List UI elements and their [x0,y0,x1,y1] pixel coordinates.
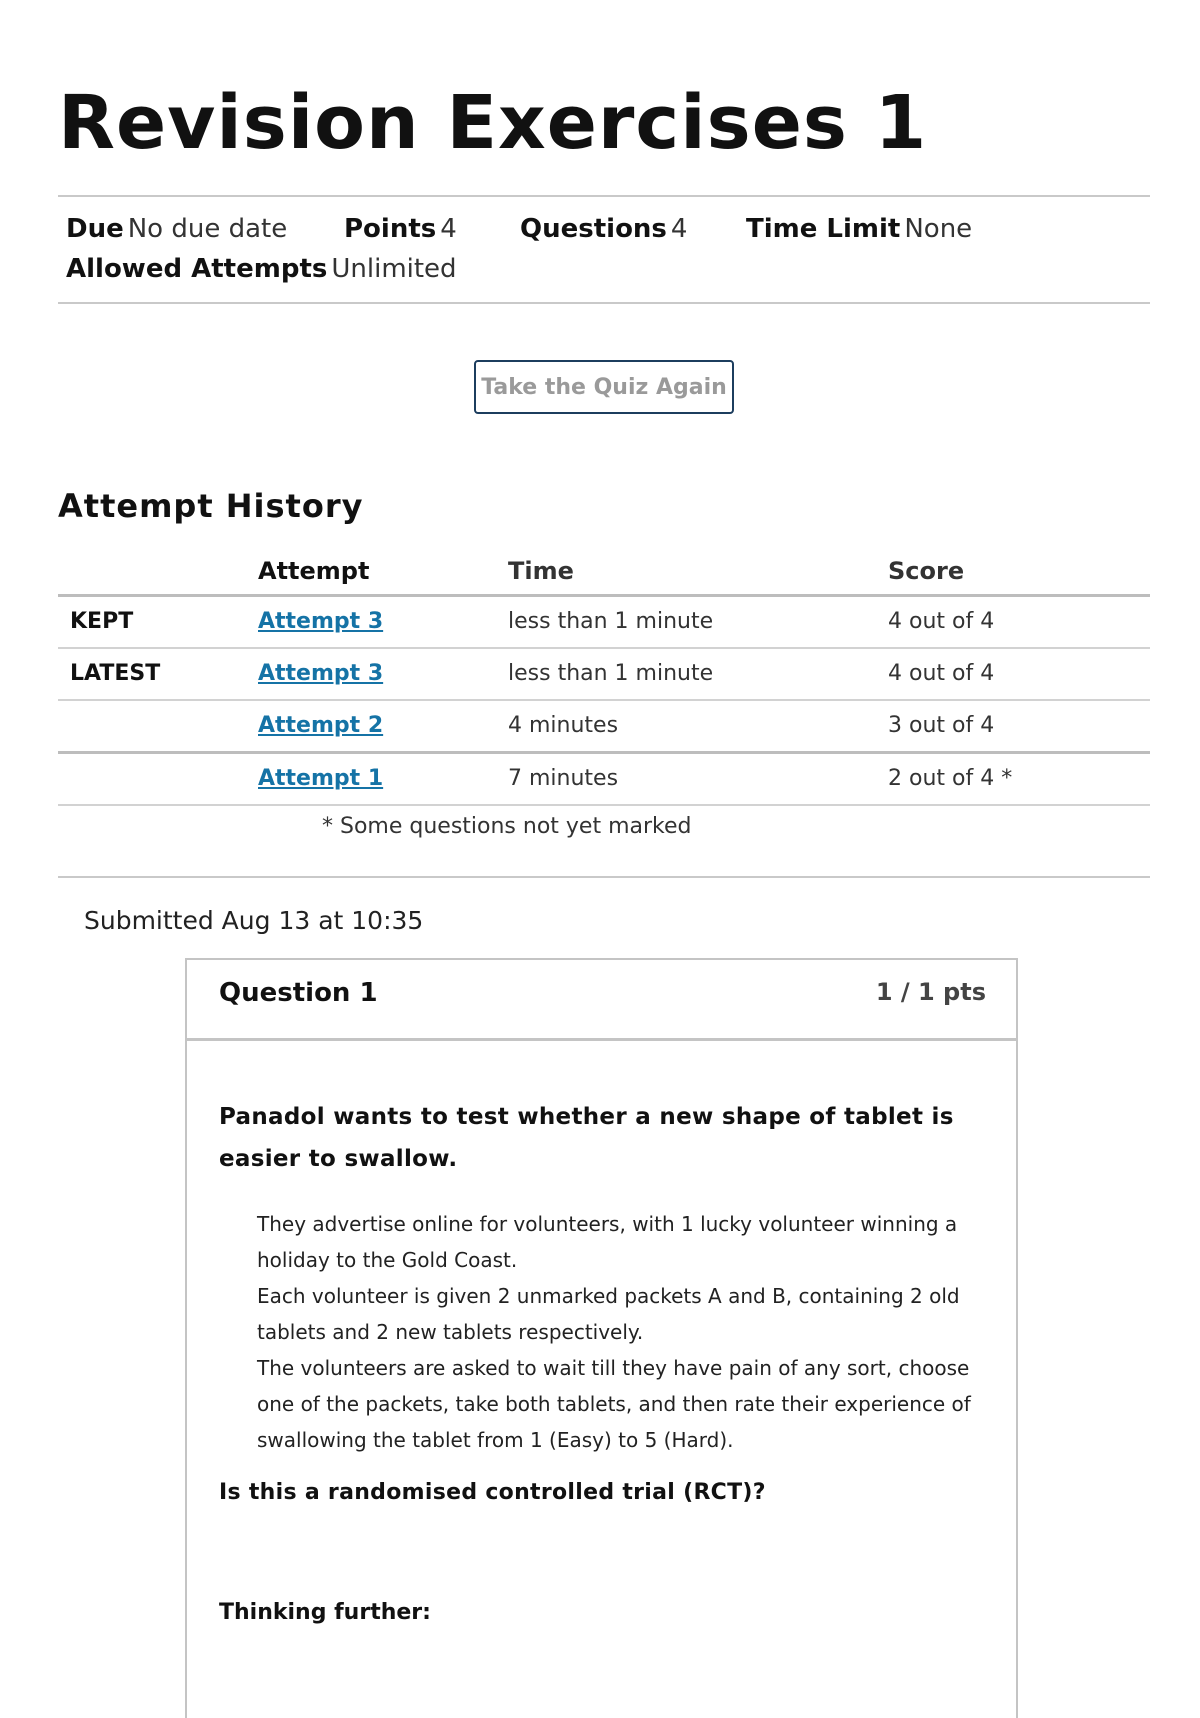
column-header-score: Score [888,557,965,585]
row-tag: KEPT [70,609,134,634]
unmarked-footnote: * Some questions not yet marked [322,814,692,839]
points-label: Points [344,214,437,244]
table-row [58,597,1150,649]
due-value: No due date [127,214,288,244]
table-row [58,754,1150,806]
question-title: Question 1 [219,978,378,1008]
table-row [58,701,1150,754]
attempt-time: less than 1 minute [508,661,714,686]
column-header-time: Time [508,557,574,585]
attempt-link[interactable]: Attempt 1 [258,766,384,791]
question-paragraph: They advertise online for volunteers, with 1 lucky volunteer winning a holiday to the Gold Coast. [257,1212,958,1272]
questions-detail [520,212,687,246]
attempt-score: 2 out of 4 * [888,766,1013,791]
question-prompt: Is this a randomised controlled trial (RCT)? [219,1480,766,1505]
points-detail [344,212,457,246]
allowed-attempts-label: Allowed Attempts [66,254,328,284]
attempt-score: 3 out of 4 [888,713,995,738]
questions-label: Questions [520,214,667,244]
attempt-score: 4 out of 4 [888,609,995,634]
page-title: Revision Exercises 1 [58,80,928,166]
thinking-further-heading: Thinking further: [219,1600,431,1625]
column-header-attempt: Attempt [258,557,370,585]
attempt-time: 4 minutes [508,713,619,738]
due-label: Due [66,214,124,244]
questions-value: 4 [670,214,688,244]
time-limit-detail [746,212,972,246]
question-lead-text: Panadol wants to test whether a new shape of tablet is easier to swallow. [219,1104,954,1172]
time-limit-value: None [904,214,973,244]
points-value: 4 [440,214,457,244]
attempt-score: 4 out of 4 [888,661,995,686]
time-limit-label: Time Limit [746,214,901,244]
due-detail [66,212,287,246]
question-header [187,960,1016,1041]
divider [58,876,1150,878]
question-paragraph: Each volunteer is given 2 unmarked packets A and B, containing 2 old tablets and 2 new tablets respectively. [257,1284,960,1344]
take-quiz-again-button[interactable]: Take the Quiz Again [474,360,734,414]
row-tag: LATEST [70,661,161,686]
allowed-attempts-value: Unlimited [331,254,457,284]
attempt-history-title: Attempt History [58,487,364,525]
divider [58,302,1150,304]
attempt-time: 7 minutes [508,766,619,791]
quiz-details-row-2 [66,252,457,286]
divider [58,195,1150,197]
question-card [185,958,1018,1718]
question-paragraph: The volunteers are asked to wait till they have pain of any sort, choose one of the packets, take both tablets, and then rate their experience of swallowing the tablet from 1 (Easy) to 5 (Hard). [257,1356,971,1452]
table-row [58,649,1150,701]
attempt-time: less than 1 minute [508,609,714,634]
table-header-row [58,548,1150,597]
question-points: 1 / 1 pts [875,978,986,1006]
attempt-link[interactable]: Attempt 3 [258,661,384,686]
submitted-timestamp: Submitted Aug 13 at 10:35 [84,906,424,935]
attempt-link[interactable]: Attempt 2 [258,713,384,738]
attempt-link[interactable]: Attempt 3 [258,609,384,634]
attempt-history-table [58,548,1150,806]
